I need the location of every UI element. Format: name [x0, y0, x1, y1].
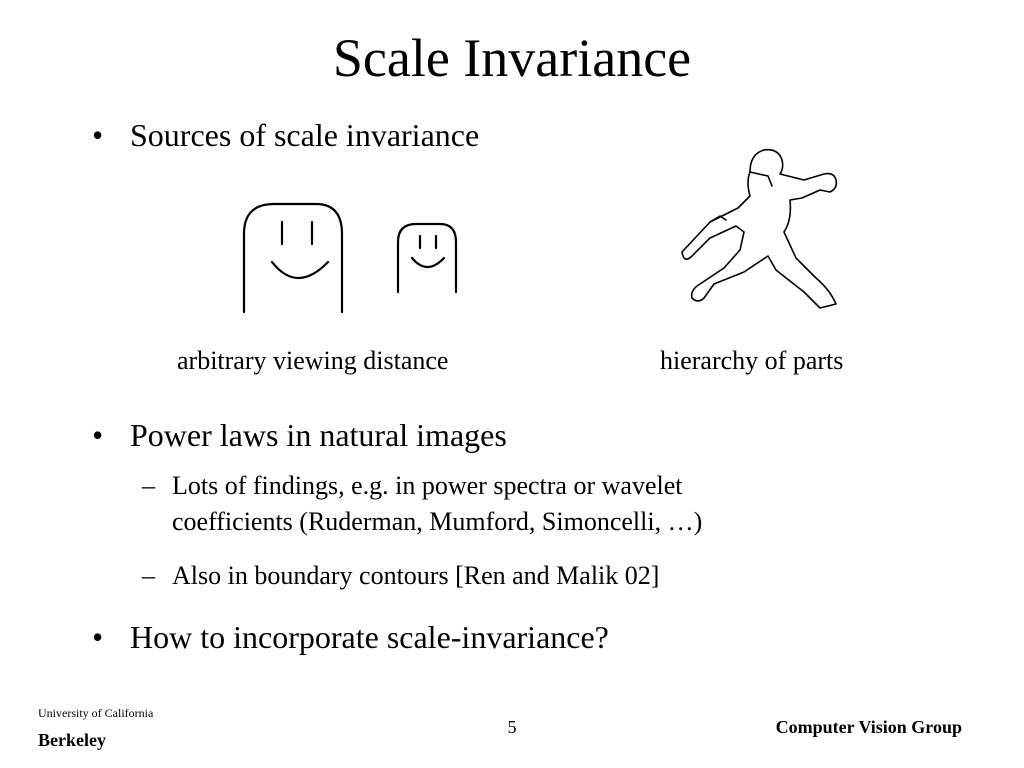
slide-title: Scale Invariance: [332, 28, 692, 88]
bullet-dot: •: [92, 117, 104, 153]
sub-bullet-text: Lots of findings, e.g. in power spectra or wavelet: [172, 471, 683, 500]
sub-bullet-dash: –: [142, 471, 155, 500]
bullet-dot: •: [92, 417, 104, 453]
sub-bullet-text-continued: coefficients (Ruderman, Mumford, Simoncelli, …): [172, 507, 703, 536]
sub-bullet-text: Also in boundary contours [Ren and Malik 02]: [172, 561, 660, 590]
footer-institution: University of California: [38, 706, 154, 720]
footer-campus: Berkeley: [38, 730, 106, 750]
page-number: 5: [507, 717, 517, 737]
sub-bullet-dash: –: [142, 561, 155, 590]
bullet-text: Power laws in natural images: [130, 417, 507, 453]
smiley-faces-icon: [236, 196, 466, 316]
bullet-text: How to incorporate scale-invariance?: [130, 619, 609, 655]
bullet-dot: •: [92, 619, 104, 655]
figure-caption-viewing-distance: arbitrary viewing distance: [177, 346, 449, 375]
figure-caption-hierarchy: hierarchy of parts: [660, 346, 844, 375]
baseball-player-icon: [680, 146, 846, 312]
footer-group-name: Computer Vision Group: [775, 717, 962, 737]
bullet-text: Sources of scale invariance: [130, 117, 480, 153]
